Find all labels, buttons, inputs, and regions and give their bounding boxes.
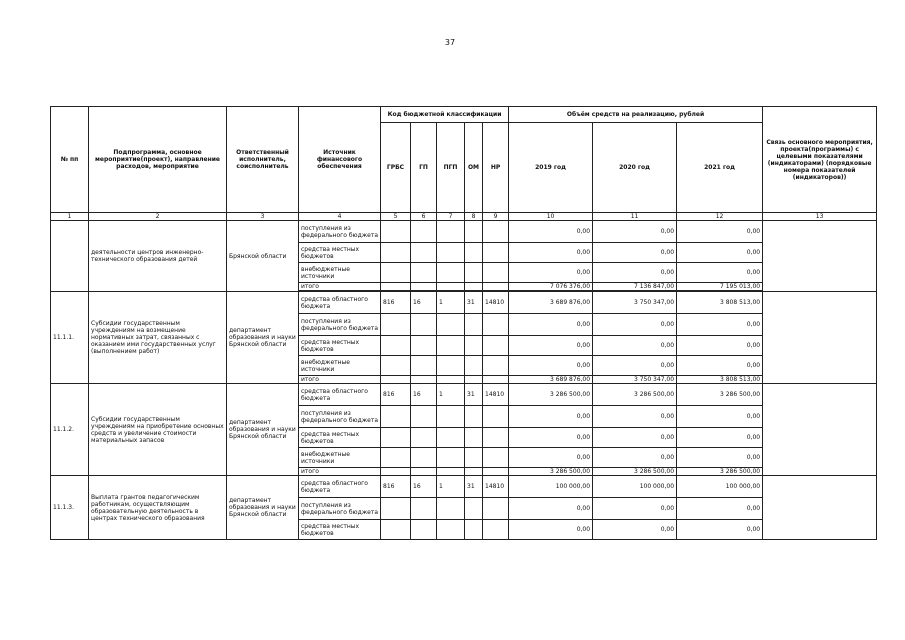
amount-cell: 0,00: [593, 221, 677, 243]
amount-cell: 0,00: [509, 520, 593, 540]
amount-cell: 0,00: [509, 314, 593, 336]
column-number: 8: [465, 213, 483, 221]
row-executor: департамент образования и науки Брянской области: [227, 292, 299, 384]
row-executor: департамент образования и науки Брянской области: [227, 476, 299, 540]
budget-table: [50, 106, 877, 540]
column-number: 6: [411, 213, 437, 221]
column-number: 5: [381, 213, 411, 221]
row-num: 11.1.1.: [51, 292, 89, 384]
amount-cell: 0,00: [593, 520, 677, 540]
column-number: 13: [763, 213, 877, 221]
amount-cell: 3 689 876,00: [509, 292, 593, 314]
header-grbs: ГРБС: [381, 123, 411, 213]
total-cell: 3 286 500,00: [677, 468, 763, 476]
amount-cell: 0,00: [593, 498, 677, 520]
header-nr: НР: [483, 123, 509, 213]
code-nr: 14810: [483, 476, 509, 498]
header-source: Источник финансового обеспечения: [299, 107, 381, 213]
source-label: внебюджетные источники: [299, 356, 381, 376]
source-label: средства областного бюджета: [299, 384, 381, 406]
table-row: [51, 221, 877, 243]
row-num-empty: [51, 221, 89, 292]
amount-cell: 0,00: [677, 498, 763, 520]
amount-cell: 0,00: [677, 428, 763, 448]
column-number: 3: [227, 213, 299, 221]
source-label: средства местных бюджетов: [299, 336, 381, 356]
code-grbs: 816: [381, 476, 411, 498]
column-number: 1: [51, 213, 89, 221]
source-label: поступления из федерального бюджета: [299, 221, 381, 243]
page-number: 37: [444, 38, 456, 47]
source-label: итого: [299, 376, 381, 384]
total-cell: 3 750 347,00: [593, 376, 677, 384]
amount-cell: 0,00: [677, 336, 763, 356]
header-2020: 2020 год: [593, 123, 677, 213]
row-name: Выплата грантов педагогическим работникам, осуществляющим образовательную деятельность в центрах технического образования: [89, 476, 227, 540]
row-num: 11.1.2.: [51, 384, 89, 476]
column-number: 2: [89, 213, 227, 221]
header-gp: ГП: [411, 123, 437, 213]
link-cell: [763, 292, 877, 384]
amount-cell: 0,00: [593, 428, 677, 448]
amount-cell: 3 286 500,00: [593, 384, 677, 406]
total-cell: 3 808 513,00: [677, 376, 763, 384]
code-nr: 14810: [483, 292, 509, 314]
column-number: 11: [593, 213, 677, 221]
row-executor: Брянской области: [227, 221, 299, 292]
code-nr: 14810: [483, 384, 509, 406]
column-number-row: [51, 213, 877, 221]
amount-cell: 0,00: [509, 263, 593, 283]
table-row: [51, 292, 877, 314]
code-om: 31: [465, 384, 483, 406]
total-cell: 3 689 876,00: [509, 376, 593, 384]
amount-cell: 0,00: [593, 406, 677, 428]
total-cell: 7 076 376,00: [509, 283, 593, 291]
column-number: 10: [509, 213, 593, 221]
row-name: Субсидии государственным учреждениям на приобретение основных средств и увеличение стоимости материальных запасов: [89, 384, 227, 476]
source-label: итого: [299, 283, 381, 291]
column-number: 12: [677, 213, 763, 221]
header-om: ОМ: [465, 123, 483, 213]
header-2019: 2019 год: [509, 123, 593, 213]
source-label: средства областного бюджета: [299, 292, 381, 314]
code-pgp: 1: [437, 292, 465, 314]
source-label: внебюджетные источники: [299, 263, 381, 283]
amount-cell: 0,00: [509, 221, 593, 243]
code-om: 31: [465, 292, 483, 314]
amount-cell: 0,00: [677, 314, 763, 336]
amount-cell: 0,00: [593, 356, 677, 376]
code-grbs: 816: [381, 292, 411, 314]
link-cell: [763, 221, 877, 292]
row-num: 11.1.3.: [51, 476, 89, 540]
amount-cell: 100 000,00: [509, 476, 593, 498]
row-name: деятельности центров инженерно-технического образования детей: [89, 221, 227, 292]
table-row: [51, 476, 877, 498]
amount-cell: 0,00: [677, 263, 763, 283]
code-grbs: 816: [381, 384, 411, 406]
amount-cell: 0,00: [677, 406, 763, 428]
amount-cell: 0,00: [509, 356, 593, 376]
source-label: средства местных бюджетов: [299, 520, 381, 540]
header-link: Связь основного мероприятия, проекта(программы) с целевыми показателями (индикаторами) (порядковые номера показателей (индикаторов)): [763, 107, 877, 213]
source-label: поступления из федерального бюджета: [299, 314, 381, 336]
code-pgp: 1: [437, 384, 465, 406]
code-gp: 16: [411, 292, 437, 314]
total-cell: 7 195 013,00: [677, 283, 763, 291]
source-label: внебюджетные источники: [299, 448, 381, 468]
column-number: 7: [437, 213, 465, 221]
header-name: Подпрограмма, основное мероприятие(проект), направление расходов, мероприятие: [89, 107, 227, 213]
link-cell: [763, 476, 877, 540]
amount-cell: 100 000,00: [677, 476, 763, 498]
code-om: 31: [465, 476, 483, 498]
header-2021: 2021 год: [677, 123, 763, 213]
total-cell: 7 136 847,00: [593, 283, 677, 291]
column-number: 9: [483, 213, 509, 221]
amount-cell: 0,00: [677, 448, 763, 468]
row-name: Субсидии государственным учреждениям на возмещение нормативных затрат, связанных с оказанием ими государственных услуг (выполнением работ): [89, 292, 227, 384]
row-executor: департамент образования и науки Брянской области: [227, 384, 299, 476]
header-budget-code: Код бюджетной классификации: [381, 107, 509, 123]
amount-cell: 0,00: [593, 448, 677, 468]
amount-cell: 0,00: [509, 406, 593, 428]
source-label: итого: [299, 468, 381, 476]
source-label: средства областного бюджета: [299, 476, 381, 498]
amount-cell: 3 286 500,00: [677, 384, 763, 406]
header-volume: Объём средств на реализацию, рублей: [509, 107, 763, 123]
link-cell: [763, 384, 877, 476]
amount-cell: 0,00: [509, 243, 593, 263]
amount-cell: 0,00: [593, 314, 677, 336]
total-cell: 3 286 500,00: [509, 468, 593, 476]
amount-cell: 0,00: [677, 356, 763, 376]
amount-cell: 3 808 513,00: [677, 292, 763, 314]
source-label: поступления из федерального бюджета: [299, 406, 381, 428]
amount-cell: 0,00: [677, 520, 763, 540]
table-row: [51, 384, 877, 406]
amount-cell: 0,00: [593, 243, 677, 263]
column-number: 4: [299, 213, 381, 221]
amount-cell: 0,00: [509, 428, 593, 448]
amount-cell: 0,00: [509, 498, 593, 520]
header-num: № пп: [51, 107, 89, 213]
source-label: средства местных бюджетов: [299, 428, 381, 448]
amount-cell: 100 000,00: [593, 476, 677, 498]
source-label: поступления из федерального бюджета: [299, 498, 381, 520]
amount-cell: 0,00: [509, 336, 593, 356]
amount-cell: 3 286 500,00: [509, 384, 593, 406]
amount-cell: 0,00: [509, 448, 593, 468]
amount-cell: 0,00: [677, 221, 763, 243]
code-pgp: 1: [437, 476, 465, 498]
header-executor: Ответственный исполнитель, соисполнитель: [227, 107, 299, 213]
code-gp: 16: [411, 384, 437, 406]
amount-cell: 0,00: [677, 243, 763, 263]
total-cell: 3 286 500,00: [593, 468, 677, 476]
code-gp: 16: [411, 476, 437, 498]
amount-cell: 3 750 347,00: [593, 292, 677, 314]
source-label: средства местных бюджетов: [299, 243, 381, 263]
amount-cell: 0,00: [593, 263, 677, 283]
amount-cell: 0,00: [593, 336, 677, 356]
header-pgp: ПГП: [437, 123, 465, 213]
